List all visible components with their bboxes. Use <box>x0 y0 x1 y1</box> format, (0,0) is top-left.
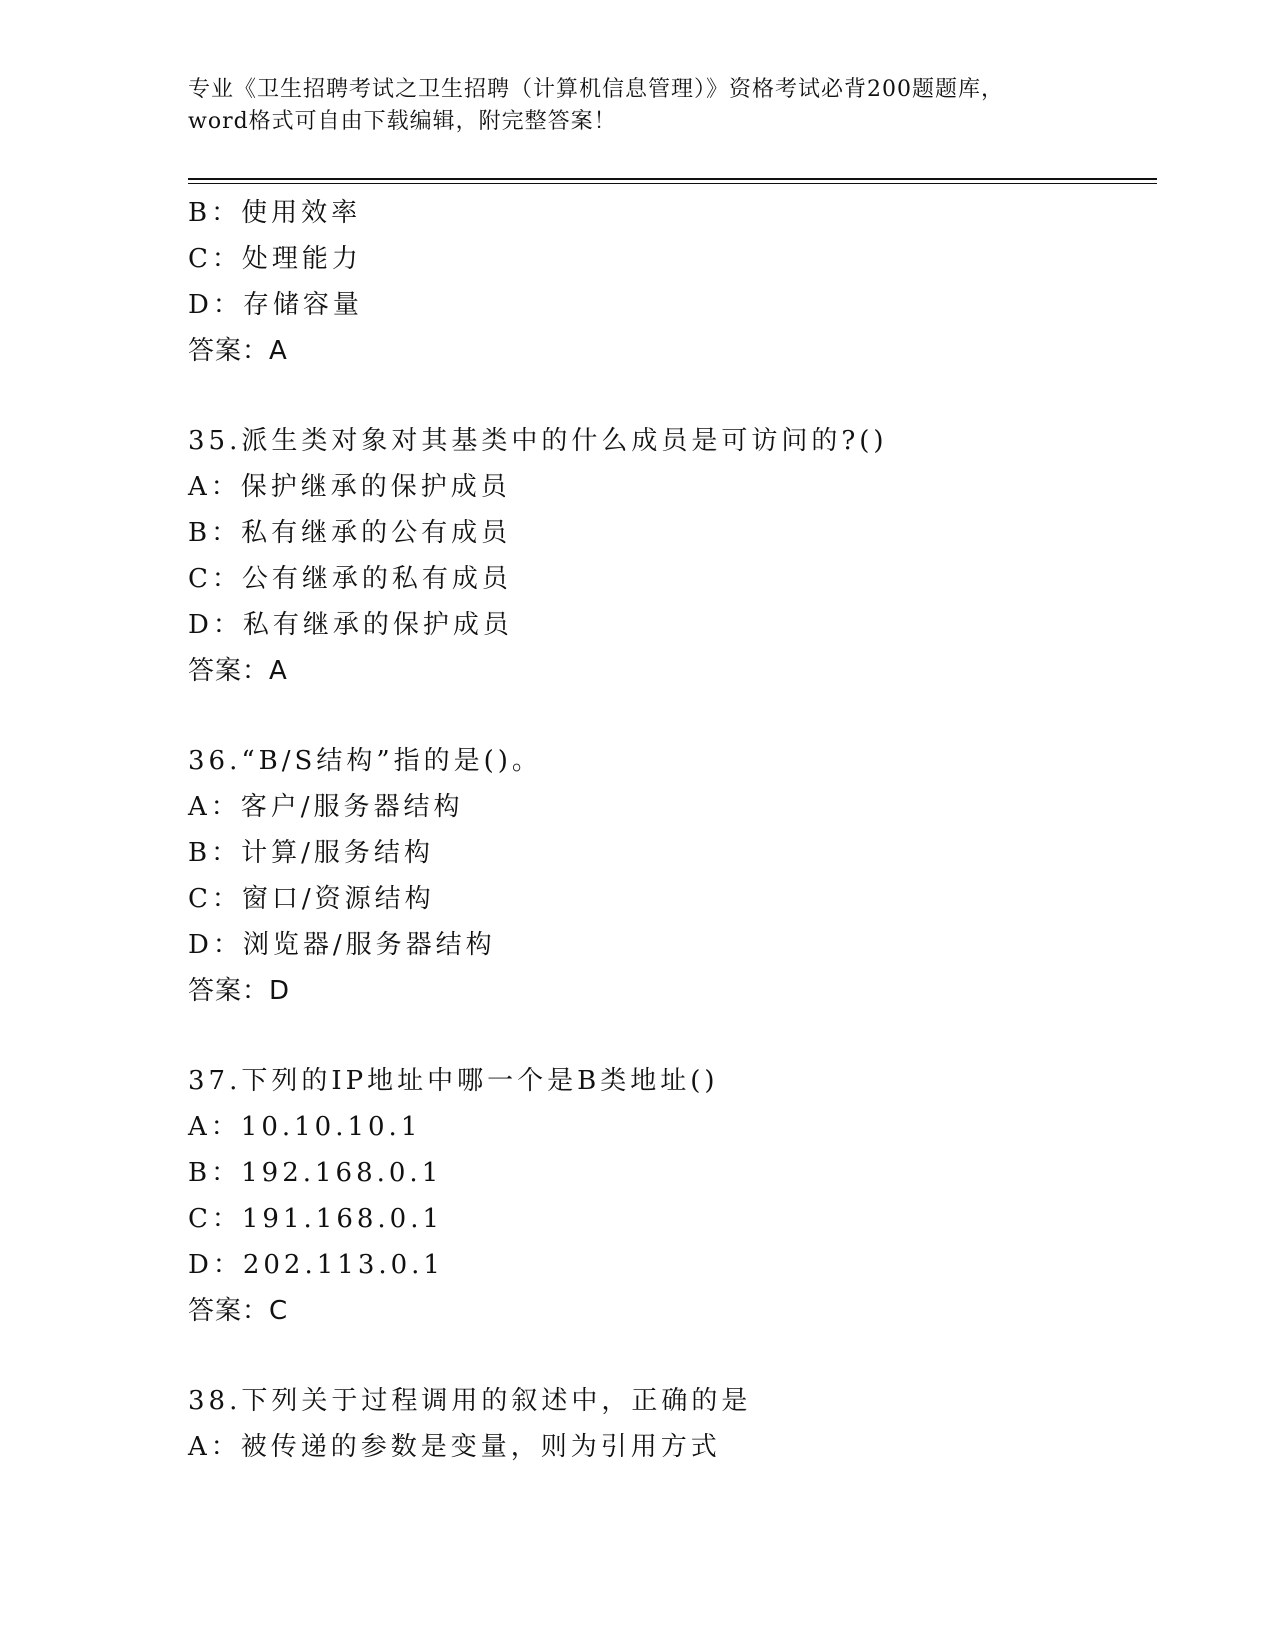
option-a: A：10.10.10.1 <box>188 1112 422 1142</box>
question-title: 38.下列关于过程调用的叙述中，正确的是 <box>188 1386 752 1416</box>
question-list <box>188 190 1148 1470</box>
option-d: D：浏览器/服务器结构 <box>188 930 496 960</box>
option-a: A：被传递的参数是变量，则为引用方式 <box>188 1432 721 1462</box>
spacer <box>188 1334 1148 1378</box>
option-c: C：191.168.0.1 <box>188 1204 444 1234</box>
option-a: A：保护继承的保护成员 <box>188 472 511 502</box>
document-header <box>188 74 1088 138</box>
question-title: 36.“B/S结构”指的是()。 <box>188 746 542 776</box>
answer-line: 答案：A <box>188 656 288 686</box>
question-block-37 <box>188 1058 1148 1334</box>
question-block-34 <box>188 190 1148 374</box>
header-line-2: word格式可自由下载编辑，附完整答案！ <box>188 109 617 134</box>
option-c: C：处理能力 <box>188 244 362 274</box>
question-block-35 <box>188 418 1148 694</box>
answer-line: 答案：A <box>188 336 288 366</box>
option-c: C：窗口/资源结构 <box>188 884 435 914</box>
option-d: D：202.113.0.1 <box>188 1250 444 1280</box>
answer-line: 答案：D <box>188 976 291 1006</box>
answer-line: 答案：C <box>188 1296 289 1326</box>
header-divider <box>188 178 1157 184</box>
option-d: D：私有继承的保护成员 <box>188 610 513 640</box>
question-title: 35.派生类对象对其基类中的什么成员是可访问的?() <box>188 426 888 456</box>
option-b: B：私有继承的公有成员 <box>188 518 512 548</box>
option-b: B：计算/服务结构 <box>188 838 434 868</box>
option-c: C：公有继承的私有成员 <box>188 564 512 594</box>
question-title: 37.下列的IP地址中哪一个是B类地址() <box>188 1066 719 1096</box>
spacer <box>188 374 1148 418</box>
spacer <box>188 694 1148 738</box>
spacer <box>188 1014 1148 1058</box>
option-a: A：客户/服务器结构 <box>188 792 464 822</box>
question-block-36 <box>188 738 1148 1014</box>
option-b: B：使用效率 <box>188 198 362 228</box>
header-line-1: 专业《卫生招聘考试之卫生招聘（计算机信息管理）》资格考试必背200题题库， <box>188 77 1004 102</box>
question-block-38 <box>188 1378 1148 1470</box>
option-d: D：存储容量 <box>188 290 363 320</box>
option-b: B：192.168.0.1 <box>188 1158 443 1188</box>
